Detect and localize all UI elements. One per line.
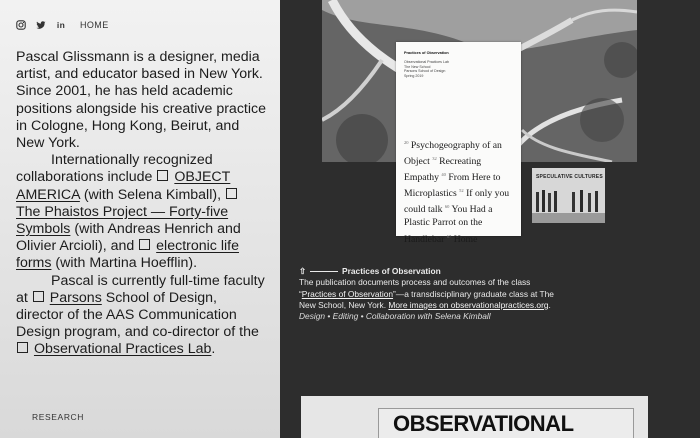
book-small-text <box>404 51 474 79</box>
bio-text-span: (with Selena Kimball), <box>83 186 222 203</box>
bio-text-span: (with Martina Hoefflin). <box>55 255 198 272</box>
toc-page-number: 20 <box>404 140 409 145</box>
more-images-link[interactable]: More images on observationalpractices.org <box>388 299 549 310</box>
toc-entry: You Had a Plastic Parrot on the Handlebar <box>404 204 493 245</box>
description-text: . <box>548 299 551 310</box>
left-panel <box>0 0 280 438</box>
practices-of-observation-link[interactable]: Practices of Observation <box>301 288 394 299</box>
book-small-line: Spring 2019 <box>404 73 424 78</box>
bio-text-span: . <box>211 341 216 358</box>
link-box-icon <box>139 239 150 250</box>
twitter-icon[interactable] <box>36 20 46 30</box>
project-credits: Design • Editing • Collaboration with Selena Kimball <box>299 311 491 322</box>
card-title: OBSERVATIONAL <box>393 411 574 436</box>
book-small-line: Parsons School of Design <box>404 69 446 74</box>
bio-text-span: Internationally recognized collaborations include <box>16 152 213 186</box>
toc-entry: If only you could talk <box>404 188 510 216</box>
link-box-icon <box>226 188 237 199</box>
thumbnail-title: SPECULATIVE CULTURES <box>536 174 603 180</box>
observational-practices-lab-link[interactable]: Observational Practices Lab <box>33 341 212 358</box>
exhibition-thumbnail[interactable] <box>532 168 605 223</box>
home-link[interactable]: HOME <box>80 20 109 30</box>
bio-text-span: Pascal is currently full-time faculty at <box>16 272 265 306</box>
bio-paragraph-1: Pascal Glissmann is a designer, media artist, and educator based in New York. Since 2001, he has held academic positions alongside his creative practice in Cologne, Hong Kong, Beirut, and New York. <box>16 49 266 152</box>
book-small-title: Practices of Observation <box>404 51 449 55</box>
description-text: ”—a transdisciplinary graduate class at The New School, New York. <box>299 288 554 310</box>
book-small-line: The New School <box>404 64 431 69</box>
social-nav <box>16 20 109 30</box>
link-box-icon <box>33 291 44 302</box>
bio-paragraph-2 <box>16 152 266 272</box>
right-panel <box>280 0 700 438</box>
toc-page-number: 52 <box>459 188 464 194</box>
object-america-link[interactable]: OBJECT AMERICA <box>16 169 231 203</box>
toc-page-number: 40 <box>441 172 446 178</box>
toc-entry: From Here to Microplastics <box>404 172 501 200</box>
book-cover-image[interactable] <box>396 42 521 245</box>
electronic-life-forms-link[interactable]: electronic life forms <box>16 238 239 272</box>
project-description <box>299 277 561 311</box>
book-table-of-contents <box>404 136 516 246</box>
project-title: Practices of Observation <box>342 266 441 276</box>
toc-entry: Psychogeography of an Object <box>404 140 502 168</box>
bio-text-span: (with Andreas Henrich and Olivier Arcioli), and <box>16 221 241 255</box>
link-box-icon <box>157 170 168 181</box>
bio-text-span: School of Design, director of the AAS Communication Design program, and co-director of the <box>16 289 259 341</box>
scroll-up-arrow-icon[interactable]: ⇧ <box>299 266 307 276</box>
instagram-icon[interactable] <box>16 20 26 30</box>
toc-page-number: 60 <box>444 204 450 210</box>
observational-card-image[interactable] <box>301 396 648 438</box>
project-caption <box>299 266 561 322</box>
description-text: The publication documents process and outcomes of the class “ <box>299 277 531 299</box>
book-small-line: Observational Practices Lab <box>404 60 449 65</box>
toc-page-number: 67 <box>446 233 452 239</box>
bio-paragraph-3 <box>16 273 266 359</box>
toc-page-number: 32 <box>432 156 437 162</box>
phaistos-project-link[interactable]: The Phaistos Project — Forty-five Symbols <box>16 203 229 238</box>
parsons-link[interactable]: Parsons <box>49 289 102 306</box>
research-link[interactable]: RESEARCH <box>32 412 85 422</box>
linkedin-icon[interactable]: in <box>56 20 66 30</box>
toc-entry: Home <box>453 233 478 245</box>
bio-text <box>16 49 266 359</box>
project-title-row <box>299 266 561 277</box>
divider-dash <box>310 271 338 272</box>
link-box-icon <box>17 342 28 353</box>
toc-entry: Recreating Empathy <box>404 156 482 184</box>
